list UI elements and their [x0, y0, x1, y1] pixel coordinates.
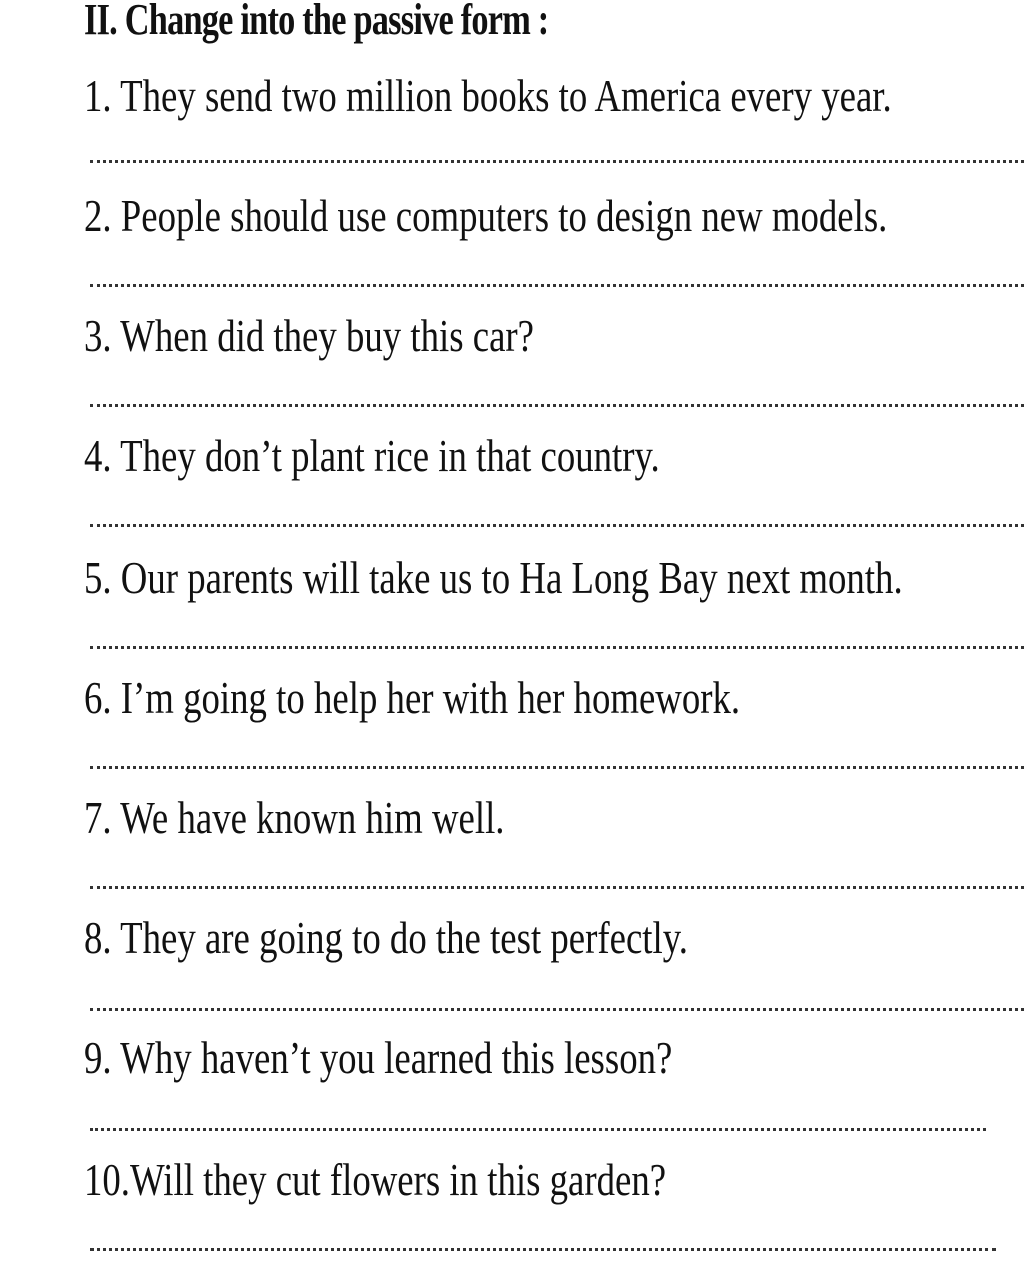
answer-line-9[interactable] [90, 1128, 986, 1131]
answer-line-7[interactable] [90, 886, 1024, 889]
question-text: When did they buy this car? [120, 310, 535, 361]
question-text: We have known him well. [120, 792, 505, 843]
answer-line-4[interactable] [90, 524, 1024, 527]
question-number: 3. [84, 310, 112, 361]
question-number: 4. [84, 430, 112, 481]
question-text: People should use computers to design new models. [120, 190, 888, 241]
question-1 [84, 68, 1024, 124]
question-8 [84, 910, 839, 966]
question-5 [84, 550, 1024, 606]
question-number: 2. [84, 190, 112, 241]
question-text: They don’t plant rice in that country. [120, 430, 660, 481]
question-number: 9. [84, 1032, 112, 1083]
worksheet-heading: II. Change into the passive form : [84, 0, 549, 44]
answer-line-8[interactable] [90, 1008, 1024, 1011]
question-number: 10. [84, 1154, 130, 1205]
answer-line-1[interactable] [90, 160, 1024, 163]
question-number: 7. [84, 792, 112, 843]
answer-line-5[interactable] [90, 646, 1024, 649]
question-number: 6. [84, 672, 112, 723]
question-4 [84, 428, 804, 484]
question-text: Our parents will take us to Ha Long Bay next month. [120, 552, 903, 603]
question-text: Will they cut flowers in this garden? [130, 1154, 667, 1205]
question-9 [84, 1030, 819, 1086]
question-7 [84, 790, 610, 846]
answer-line-6[interactable] [90, 766, 1024, 769]
answer-line-10[interactable] [90, 1248, 996, 1251]
question-number: 5. [84, 552, 112, 603]
question-10 [84, 1152, 812, 1208]
question-number: 8. [84, 912, 112, 963]
question-text: I’m going to help her with her homework. [120, 672, 741, 723]
question-2 [84, 188, 1024, 244]
question-text: Why haven’t you learned this lesson? [120, 1032, 673, 1083]
question-text: They are going to do the test perfectly. [120, 912, 688, 963]
question-text: They send two million books to America every year. [120, 70, 892, 121]
question-6 [84, 670, 904, 726]
answer-line-2[interactable] [90, 284, 1024, 287]
question-number: 1. [84, 70, 112, 121]
question-3 [84, 308, 647, 364]
answer-line-3[interactable] [90, 404, 1024, 407]
